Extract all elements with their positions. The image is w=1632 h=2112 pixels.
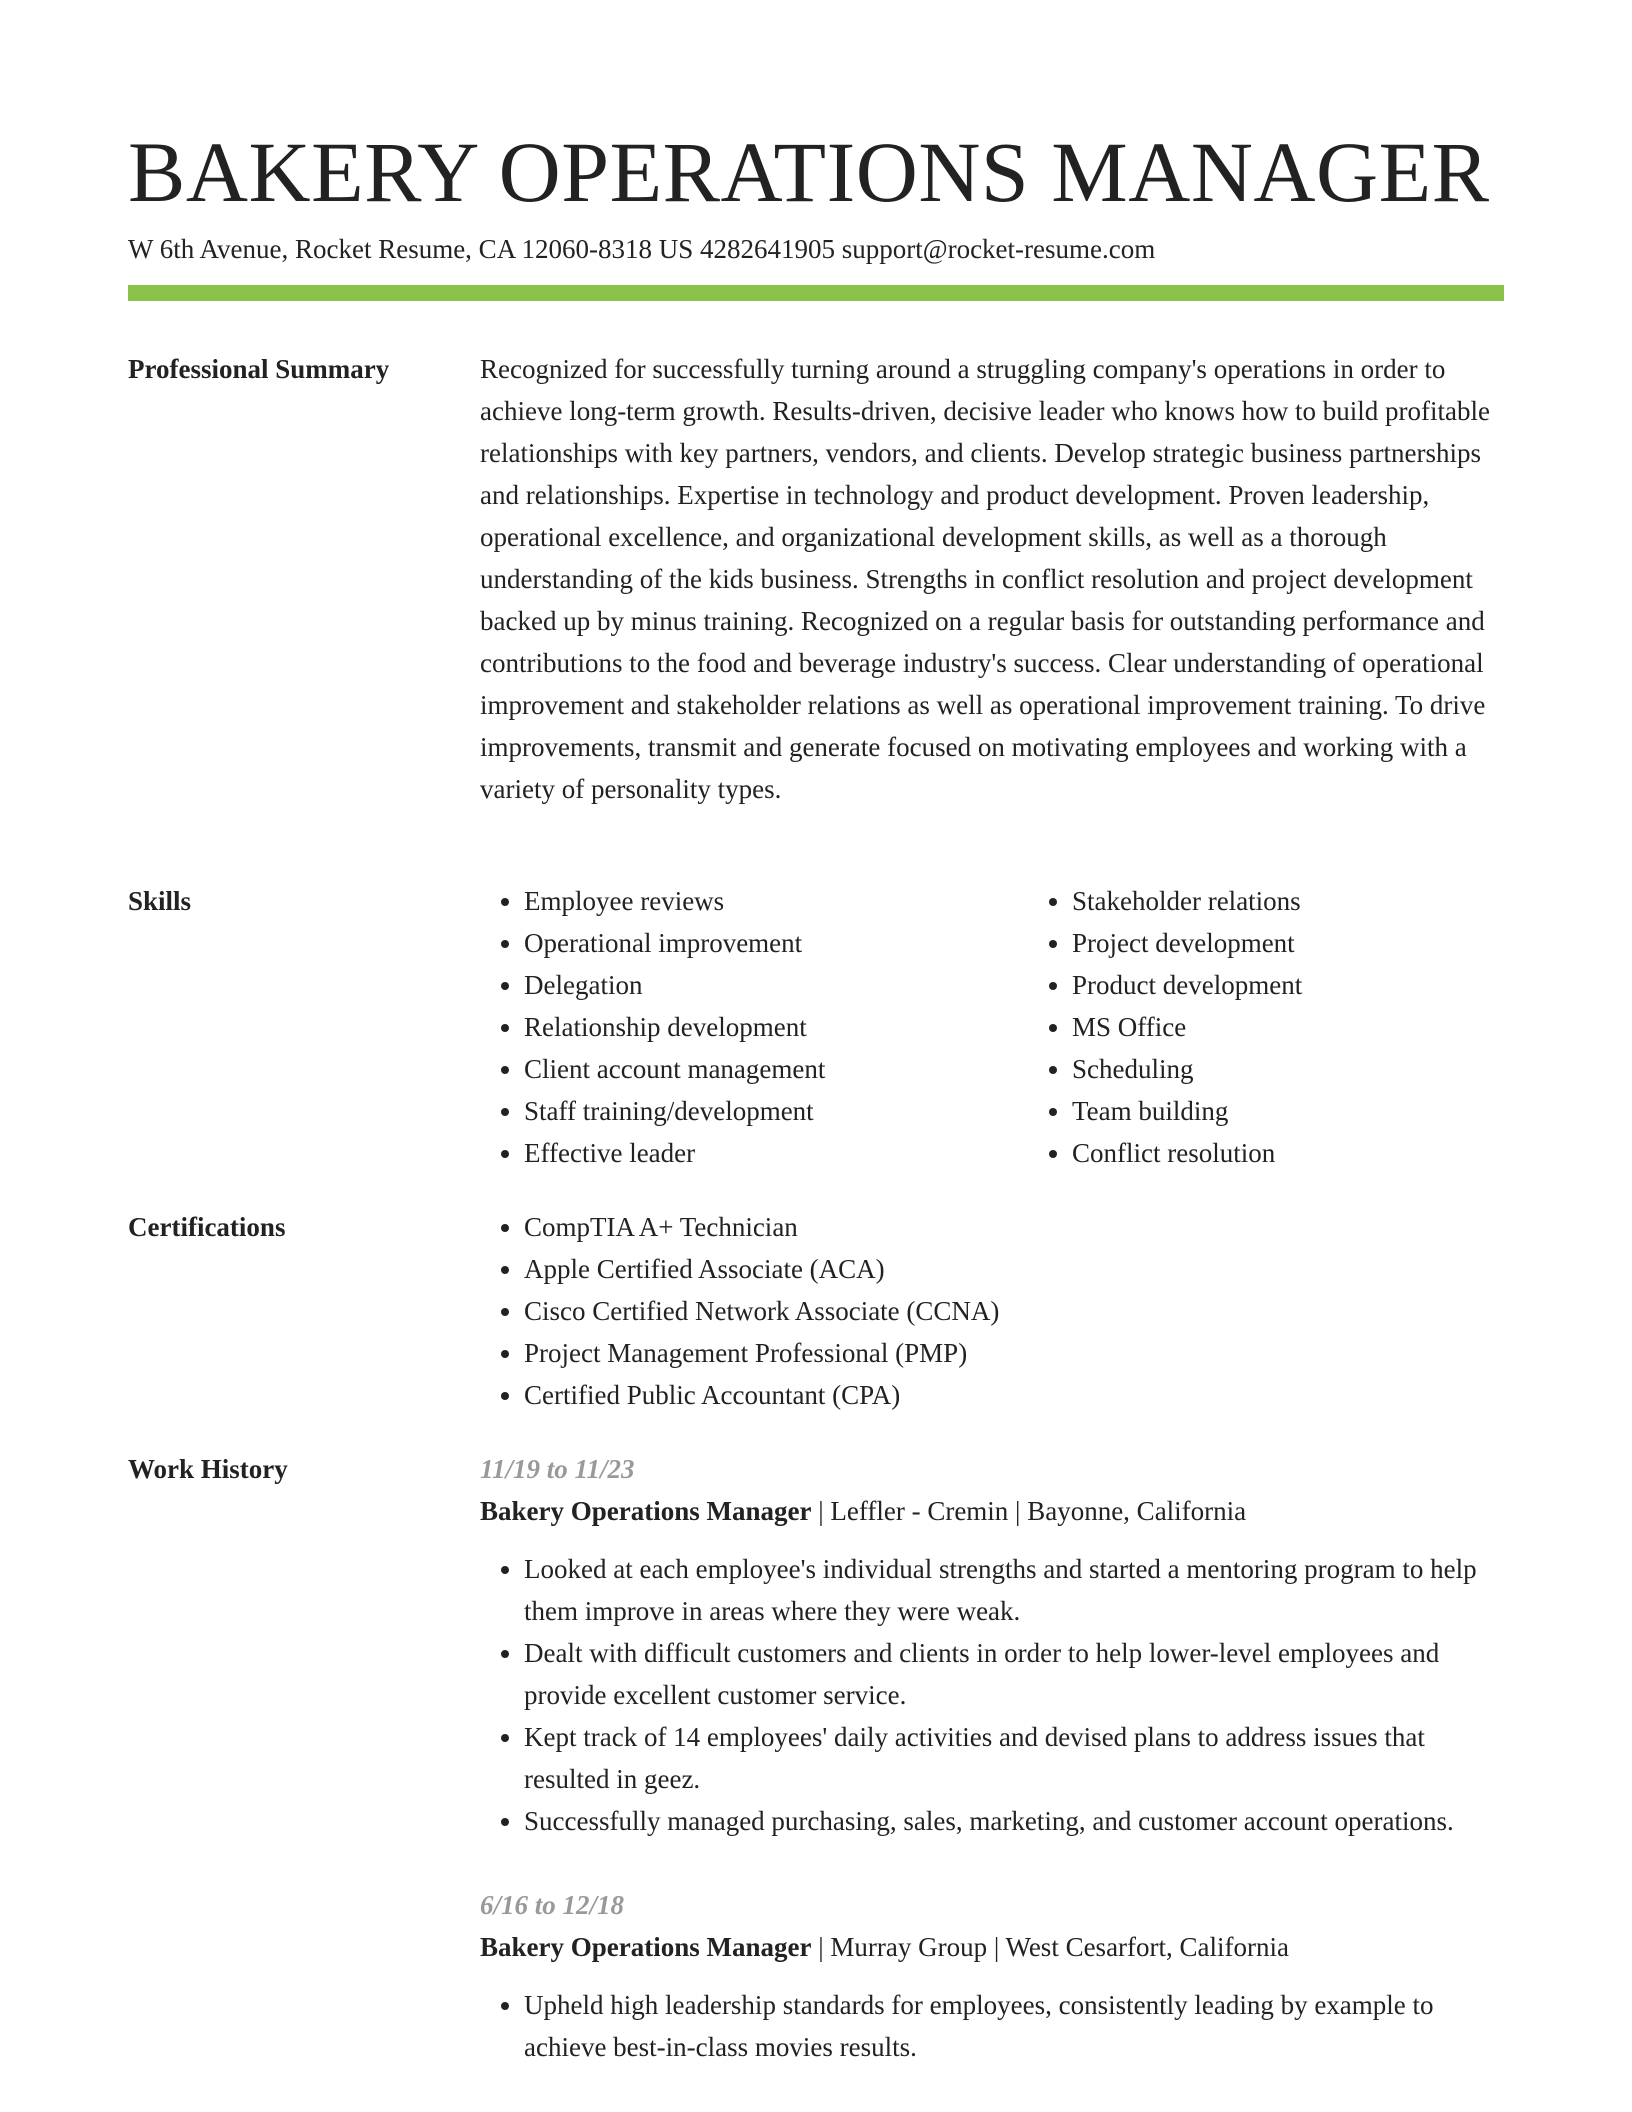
skill-item: • Scheduling: [1072, 1048, 1532, 1090]
skill-item: • Product development: [1072, 964, 1532, 1006]
resume-name: BAKERY OPERATIONS MANAGER: [128, 124, 1490, 220]
job-title: Bakery Operations Manager: [480, 1932, 812, 1962]
job-entry: [480, 1884, 1504, 2068]
certification-item: • Apple Certified Associate (ACA): [524, 1248, 1504, 1290]
job-bullet: • Successfully managed purchasing, sales, marketing, and customer account operations.: [524, 1800, 1504, 1842]
certifications-list: [480, 1206, 1504, 1416]
skill-item: • Conflict resolution: [1072, 1132, 1532, 1174]
skill-item: • Team building: [1072, 1090, 1532, 1132]
certification-item: • Certified Public Accountant (CPA): [524, 1374, 1504, 1416]
summary-body: [480, 348, 1504, 810]
summary-text: Recognized for successfully turning around a struggling company's operations in order to achieve long-term growth. Results-driven, decisive leader who knows how to build profitable relationships with key partners, vendors, and clients. Develop strategic business partnerships and relationships. Expertise in technology and product development. Proven leadership, operational excellence, and organizational development skills, as well as a thorough understanding of the kids business. Strengths in conflict resolution and project development backed up by minus training. Recognized on a regular basis for outstanding performance and contributions to the food and beverage industry's success. Clear understanding of operational improvement and stakeholder relations as well as operational improvement training. To drive improvements, transmit and generate focused on motivating employees and working with a variety of personality types.: [480, 354, 1490, 804]
skill-item: • Employee reviews: [524, 880, 984, 922]
job-bullets: [480, 1548, 1504, 1842]
certifications-body: [480, 1206, 1504, 1416]
job-bullet: • Kept track of 14 employees' daily activities and devised plans to address issues that resulted in geez.: [524, 1716, 1504, 1800]
skills-heading: Skills: [128, 886, 192, 916]
skills-list-right: [1028, 880, 1532, 1174]
skills-body: [480, 880, 1504, 1174]
certifications-heading: Certifications: [128, 1212, 286, 1242]
job-dates: 11/19 to 11/23: [480, 1454, 635, 1484]
summary-heading: Professional Summary: [128, 354, 390, 384]
skill-item: • Project development: [1072, 922, 1532, 964]
skill-item: • MS Office: [1072, 1006, 1532, 1048]
job-dates: 6/16 to 12/18: [480, 1890, 625, 1920]
skill-item: • Staff training/development: [524, 1090, 984, 1132]
work-history-body: [480, 1448, 1504, 2110]
work-history-heading: Work History: [128, 1454, 288, 1484]
skill-item: • Client account management: [524, 1048, 984, 1090]
skill-item: • Delegation: [524, 964, 984, 1006]
skills-list-left: [480, 880, 984, 1174]
skill-item: • Relationship development: [524, 1006, 984, 1048]
certification-item: • CompTIA A+ Technician: [524, 1206, 1504, 1248]
job-bullet: • Looked at each employee's individual strengths and started a mentoring program to help them improve in areas where they were weak.: [524, 1548, 1504, 1632]
job-bullet: • Dealt with difficult customers and clients in order to help lower-level employees and provide excellent customer service.: [524, 1632, 1504, 1716]
certification-item: • Project Management Professional (PMP): [524, 1332, 1504, 1374]
certification-item: • Cisco Certified Network Associate (CCNA): [524, 1290, 1504, 1332]
contact-line: W 6th Avenue, Rocket Resume, CA 12060-8318 US 4282641905 support@rocket-resume.com: [128, 234, 1156, 264]
job-bullet: • Upheld high leadership standards for employees, consistently leading by example to achieve best-in-class movies results.: [524, 1984, 1504, 2068]
skill-item: • Effective leader: [524, 1132, 984, 1174]
job-entry: [480, 1448, 1504, 1842]
job-details: | Murray Group | West Cesarfort, California: [811, 1932, 1289, 1962]
job-title: Bakery Operations Manager: [480, 1496, 812, 1526]
skill-item: • Operational improvement: [524, 922, 984, 964]
header-divider: [128, 285, 1504, 301]
job-header: [480, 1490, 1504, 1532]
skill-item: • Stakeholder relations: [1072, 880, 1532, 922]
job-header: [480, 1926, 1504, 1968]
job-details: | Leffler - Cremin | Bayonne, California: [811, 1496, 1247, 1526]
job-bullets: [480, 1984, 1504, 2068]
